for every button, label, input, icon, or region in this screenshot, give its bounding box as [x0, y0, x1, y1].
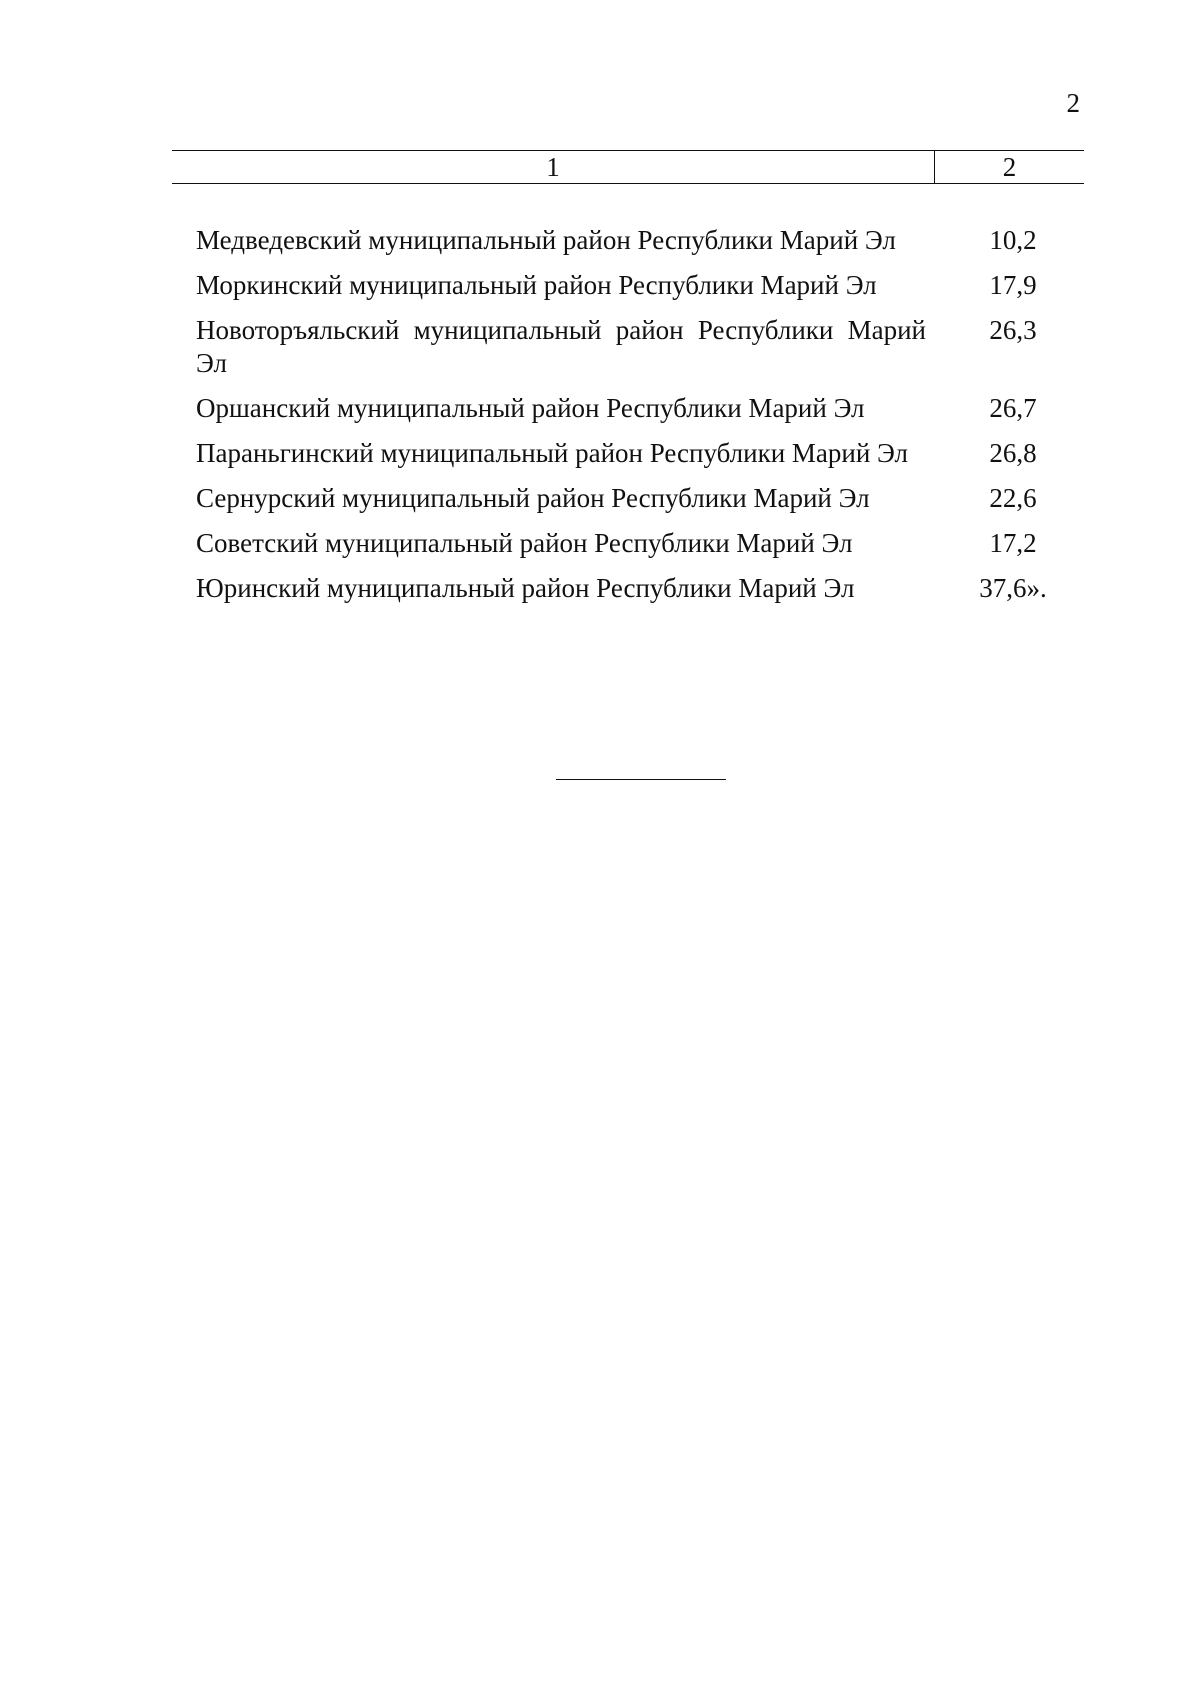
closing-divider — [556, 779, 726, 780]
table-row — [196, 224, 1056, 257]
district-value: 17,9 — [989, 270, 1037, 300]
district-value: 10,2 — [989, 225, 1037, 255]
district-name: Сернурский муниципальный район Республики Марий Эл — [196, 483, 870, 513]
table-row — [196, 527, 1056, 560]
table-header — [172, 150, 1084, 184]
table-row — [196, 572, 1056, 605]
district-name: Параньгинский муниципальный район Республики Марий Эл — [196, 438, 908, 468]
district-name: Моркинский муниципальный район Республики Марий Эл — [196, 270, 877, 300]
table-body — [196, 224, 1056, 617]
district-value: 26,7 — [989, 393, 1037, 423]
table-row — [196, 269, 1056, 302]
district-name: Юринский муниципальный район Республики Марий Эл — [196, 573, 855, 603]
table-row — [196, 482, 1056, 515]
table-row — [196, 437, 1056, 470]
district-value: 26,8 — [989, 438, 1037, 468]
district-value: 22,6 — [989, 483, 1037, 513]
table-row — [196, 392, 1056, 425]
district-value: 37,6». — [979, 573, 1047, 603]
column-header-2: 2 — [1002, 152, 1017, 182]
column-header-1: 1 — [172, 151, 935, 183]
district-name: Советский муниципальный район Республики Марий Эл — [196, 528, 853, 558]
page-number: 2 — [1066, 88, 1080, 118]
district-value: 26,3 — [989, 315, 1037, 345]
district-name: Медведевский муниципальный район Республики Марий Эл — [196, 225, 896, 255]
district-name: Новоторъяльский муниципальный район Республики Марий Эл — [196, 315, 926, 378]
district-name: Оршанский муниципальный район Республики Марий Эл — [196, 393, 865, 423]
table-row — [196, 314, 1056, 380]
district-value: 17,2 — [989, 528, 1037, 558]
